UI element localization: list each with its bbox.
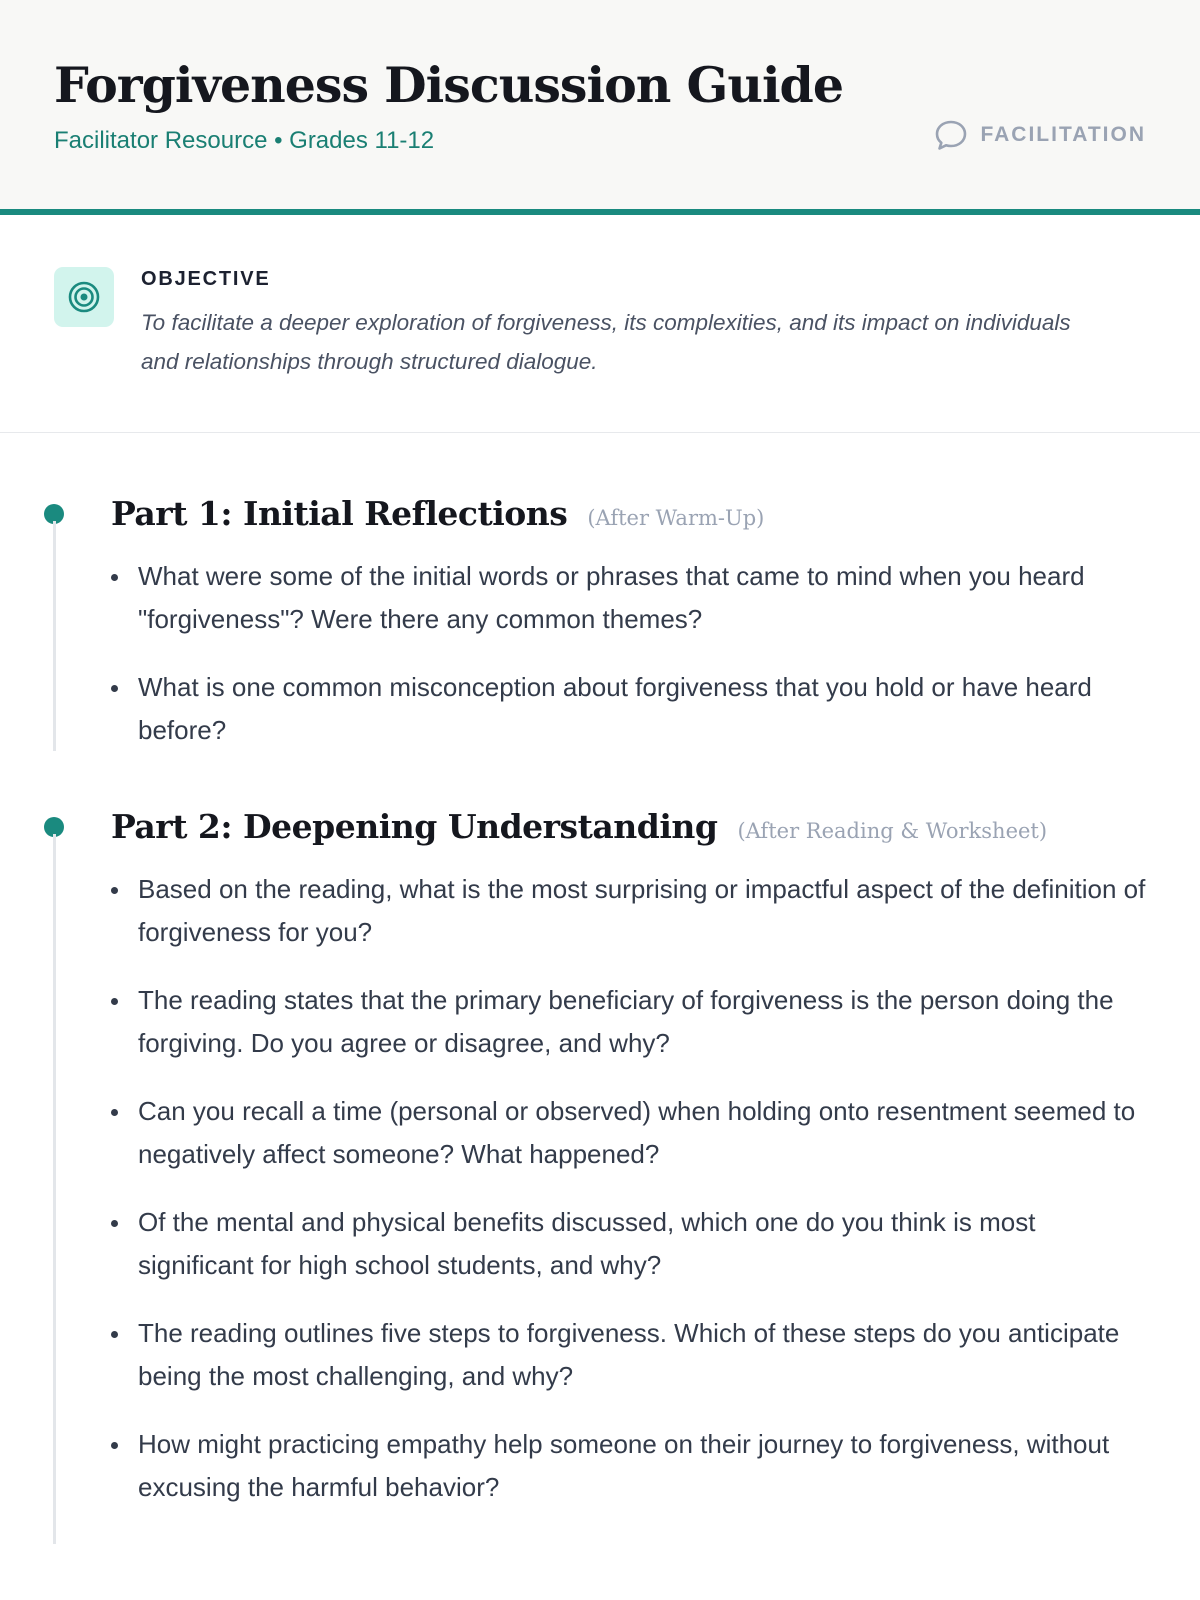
question-text: How might practicing empathy help someone on their journey to forgiveness, without excusing the harmful behavior?: [138, 1429, 1110, 1502]
section-part-2: [0, 806, 1200, 1509]
question-text: What were some of the initial words or phrases that came to mind when you heard "forgiveness"? Were there any common themes?: [138, 561, 1085, 634]
bullet: [111, 1109, 118, 1116]
facilitation-tag: [934, 118, 1146, 152]
question-item: [111, 1201, 1146, 1287]
question-item: [111, 1090, 1146, 1176]
facilitation-tag-label: FACILITATION: [980, 123, 1146, 146]
bullet: [111, 887, 118, 894]
question-item: [111, 1423, 1146, 1509]
speech-bubble-icon: [934, 118, 968, 152]
bullet: [111, 1220, 118, 1227]
question-list: [111, 555, 1146, 752]
target-icon: [54, 267, 114, 327]
question-text: Of the mental and physical benefits discussed, which one do you think is most significant for high school students, and why?: [138, 1207, 1036, 1280]
question-item: [111, 666, 1146, 752]
timeline-rail: [53, 521, 56, 751]
page-header: [0, 0, 1200, 215]
question-text: The reading outlines five steps to forgiveness. Which of these steps do you anticipate being the most challenging, and why?: [138, 1318, 1120, 1391]
question-text: What is one common misconception about forgiveness that you hold or have heard before?: [138, 672, 1092, 745]
question-item: [111, 555, 1146, 641]
bullet: [111, 1442, 118, 1449]
objective-label: OBJECTIVE: [141, 268, 271, 290]
question-text: Can you recall a time (personal or observed) when holding onto resentment seemed to negatively affect someone? What happened?: [138, 1096, 1136, 1169]
bullet: [111, 574, 118, 581]
question-item: [111, 979, 1146, 1065]
timeline-rail: [53, 834, 56, 1544]
bullet: [111, 1331, 118, 1338]
question-list: [111, 868, 1146, 1509]
section-note: (After Warm-Up): [587, 506, 765, 530]
question-item: [111, 1312, 1146, 1398]
bullet: [111, 685, 118, 692]
bullet: [111, 998, 118, 1005]
question-text: The reading states that the primary beneficiary of forgiveness is the person doing the forgiving. Do you agree or disagree, and why?: [138, 985, 1114, 1058]
section-title: Part 2: Deepening Understanding: [111, 807, 718, 846]
question-item: [111, 868, 1146, 954]
objective-panel: [0, 215, 1200, 433]
section-note: (After Reading & Worksheet): [737, 819, 1048, 843]
page-title: Forgiveness Discussion Guide: [54, 56, 843, 114]
question-text: Based on the reading, what is the most surprising or impactful aspect of the definition of forgiveness for you?: [138, 874, 1146, 947]
section-title: Part 1: Initial Reflections: [111, 494, 568, 533]
page-subtitle: Facilitator Resource • Grades 11-12: [54, 127, 435, 154]
section-part-1: [0, 493, 1200, 752]
objective-text: To facilitate a deeper exploration of forgiveness, its complexities, and its impact on individuals and relationships through structured dialogue.: [141, 310, 1071, 374]
